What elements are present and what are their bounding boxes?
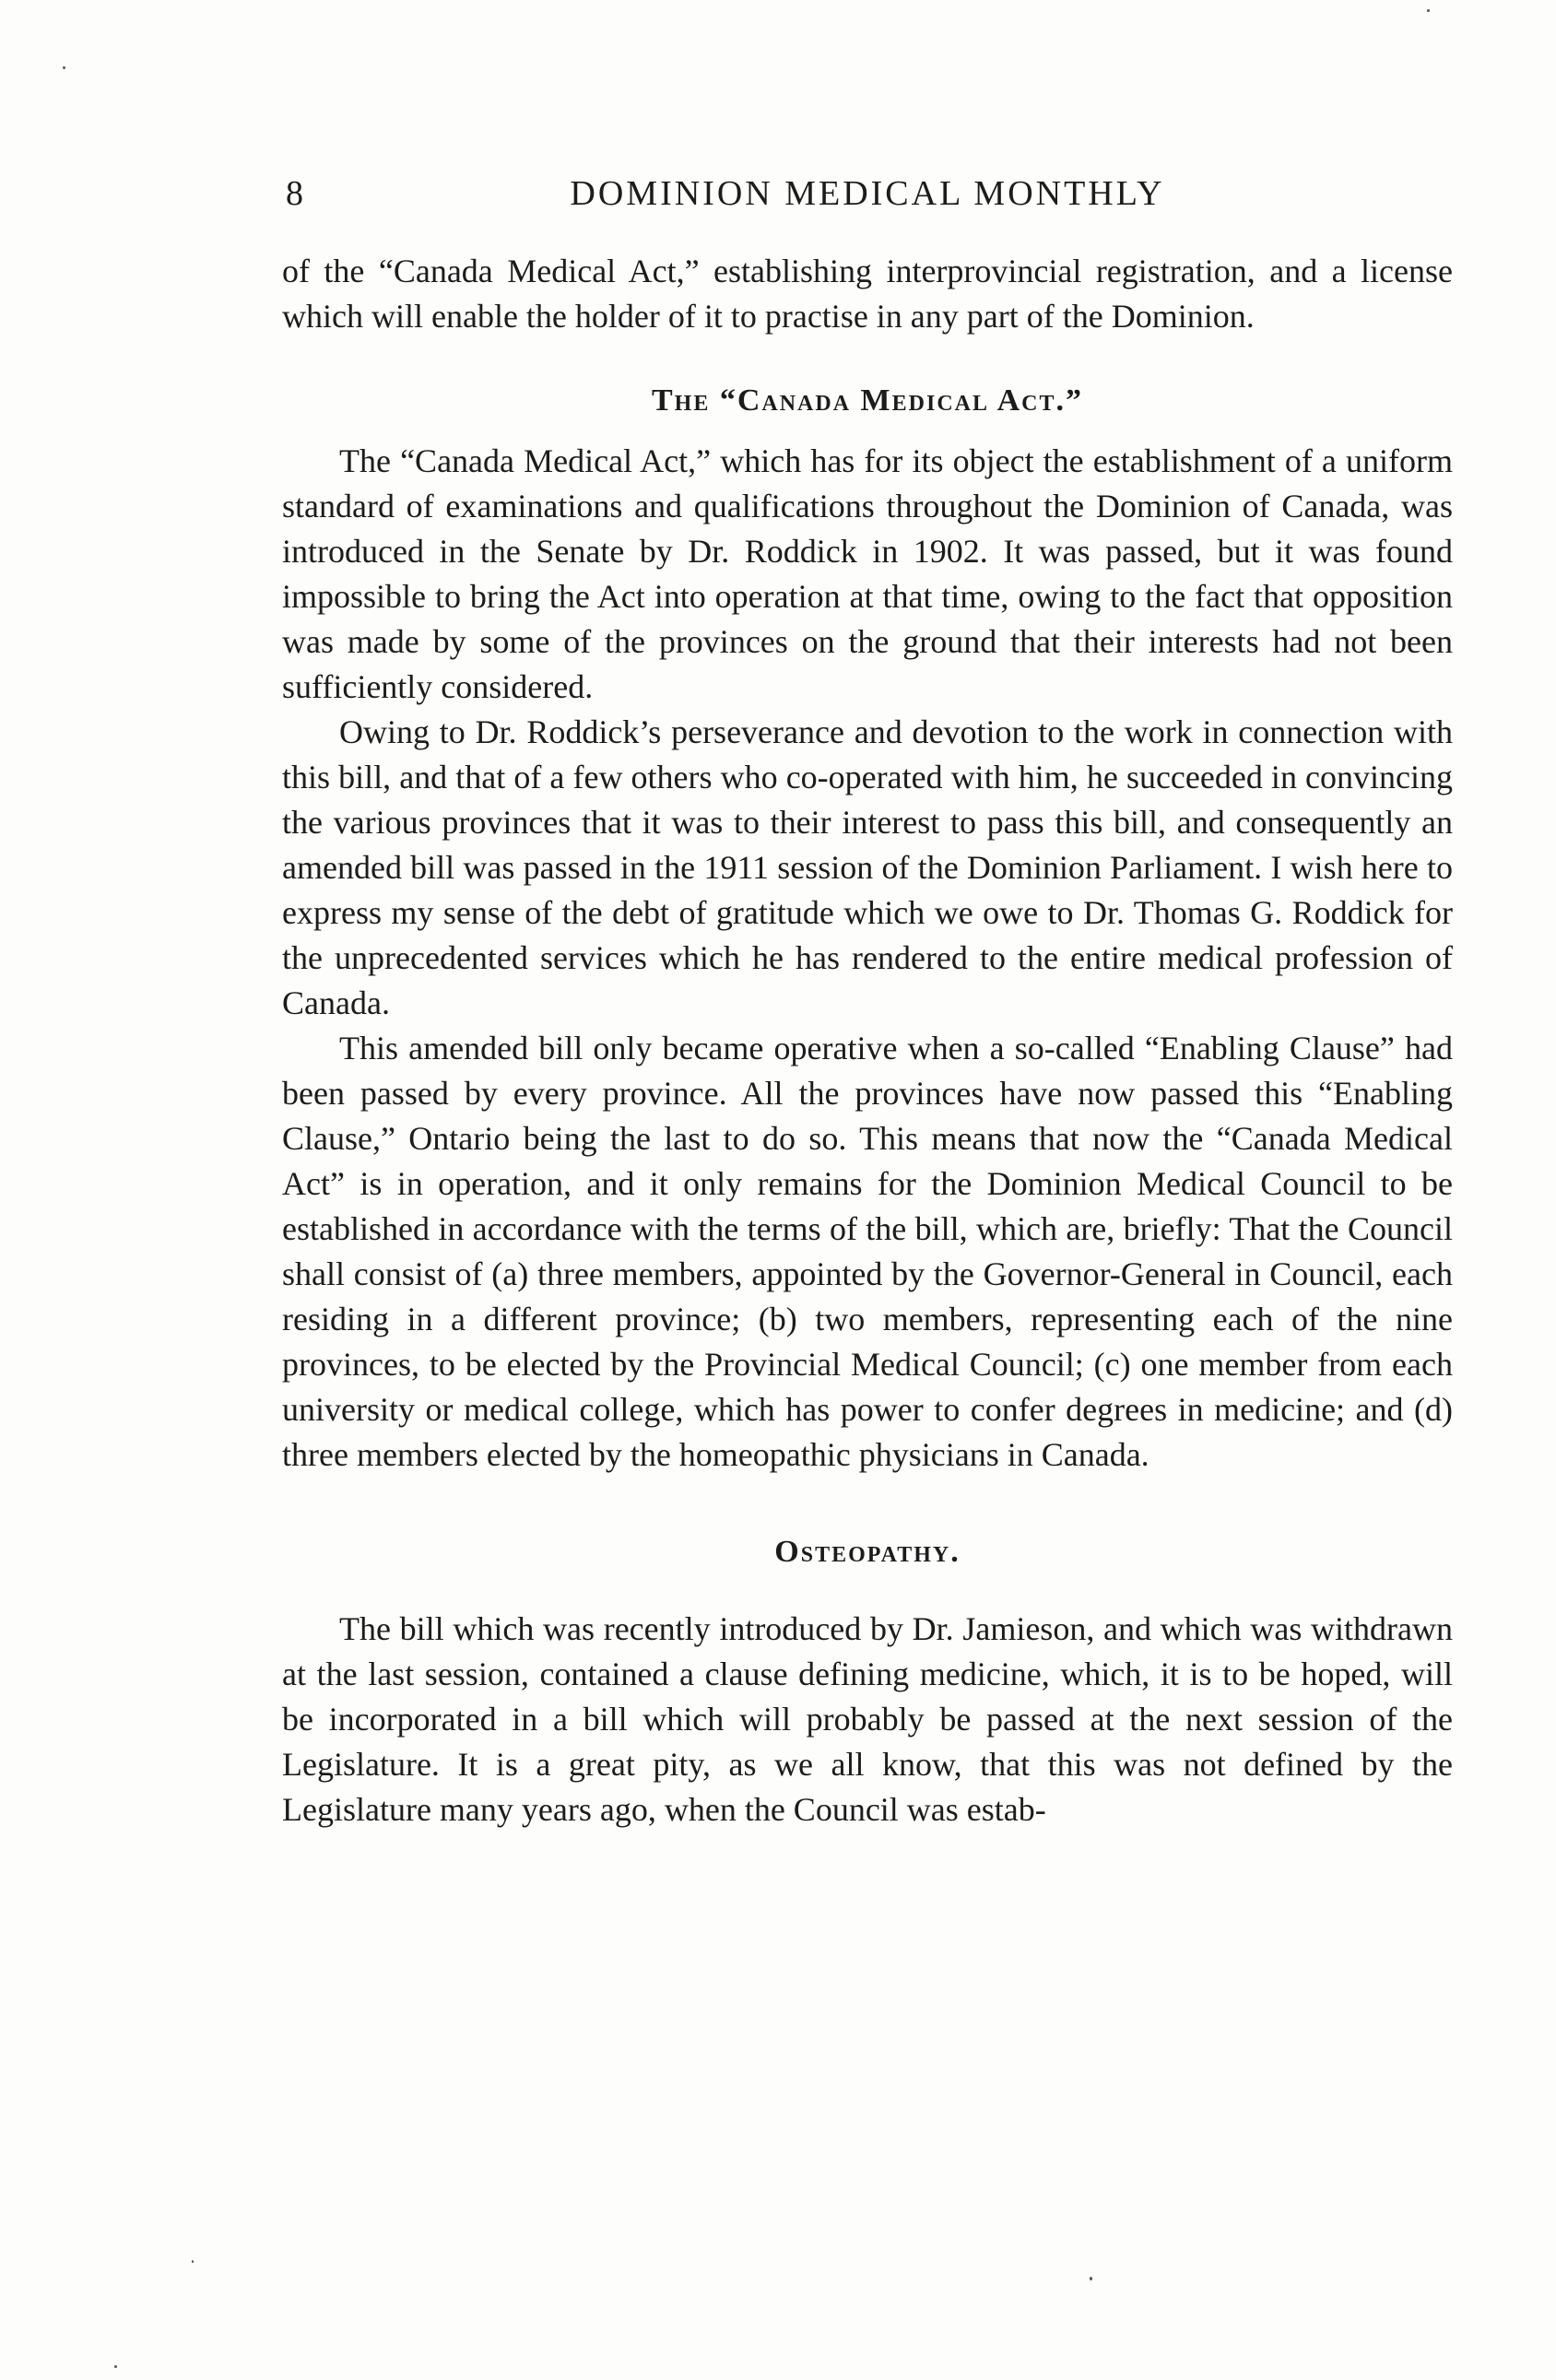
page-number: 8 (286, 174, 305, 213)
paragraph-act-introduction: The “Canada Medical Act,” which has for its object the establishment of a uniform standard of examinations and qualifications throughout the Dominion of Canada, was introduced in the Senate by Dr. Roddick in 1902. It was passed, but it was found impossible to bring the Act into operation at that time, owing to the fact that opposition was made by some of the provinces on the ground that their interests had not been sufficiently considered. (282, 442, 1453, 705)
document-page (282, 166, 1453, 1832)
scan-speck (1090, 2277, 1092, 2280)
section-heading-canada-medical-act: The “Canada Medical Act.” (651, 383, 1084, 418)
section-heading-osteopathy: Osteopathy. (774, 1535, 961, 1569)
scan-speck (1427, 9, 1430, 12)
running-title: DOMINION MEDICAL MONTHLY (570, 174, 1165, 213)
paragraph-roddick-perseverance: Owing to Dr. Roddick’s perseverance and devotion to the work in connection with this bill, and that of a few others who co-operated with him, he succeeded in convincing the various provinces that it was to their interest to pass this bill, and consequently an amended bill was passed in the 1911 session of the Dominion Parliament. I wish here to express my sense of the debt of gratitude which we owe to Dr. Thomas G. Roddick for the unprecedented services which he has rendered to the entire medical profession of Canada. (282, 713, 1453, 1021)
running-header (282, 166, 1453, 221)
scan-speck (192, 2260, 194, 2263)
scan-speck (114, 2365, 117, 2368)
intro-paragraph: of the “Canada Medical Act,” establishing interprovincial registration, and a license which will enable the holder of it to practise in any part of the Dominion. (282, 253, 1453, 335)
scan-speck (63, 66, 65, 69)
paragraph-enabling-clause: This amended bill only became operative when a so-called “Enabling Clause” had been passed by every province. All the provinces have now passed this “Enabling Clause,” Ontario being the last to do so. This means that now the “Canada Medical Act” is in operation, and it only remains for the Dominion Medical Council to be established in accordance with the terms of the bill, which are, briefly: That the Council shall consist of (a) three members, appointed by the Governor-General in Council, each residing in a different province; (b) two members, representing each of the nine provinces, to be elected by the Provincial Medical Council; (c) one member from each university or medical college, which has power to confer degrees in medicine; and (d) three members elected by the homeopathic physicians in Canada. (282, 1030, 1453, 1473)
paragraph-osteopathy-bill: The bill which was recently introduced by Dr. Jamieson, and which was withdrawn at the last session, contained a clause defining medicine, which, it is to be hoped, will be incorporated in a bill which will probably be passed at the next session of the Legislature. It is a great pity, as we all know, that this was not defined by the Legislature many years ago, when the Council was estab- (282, 1610, 1453, 1828)
